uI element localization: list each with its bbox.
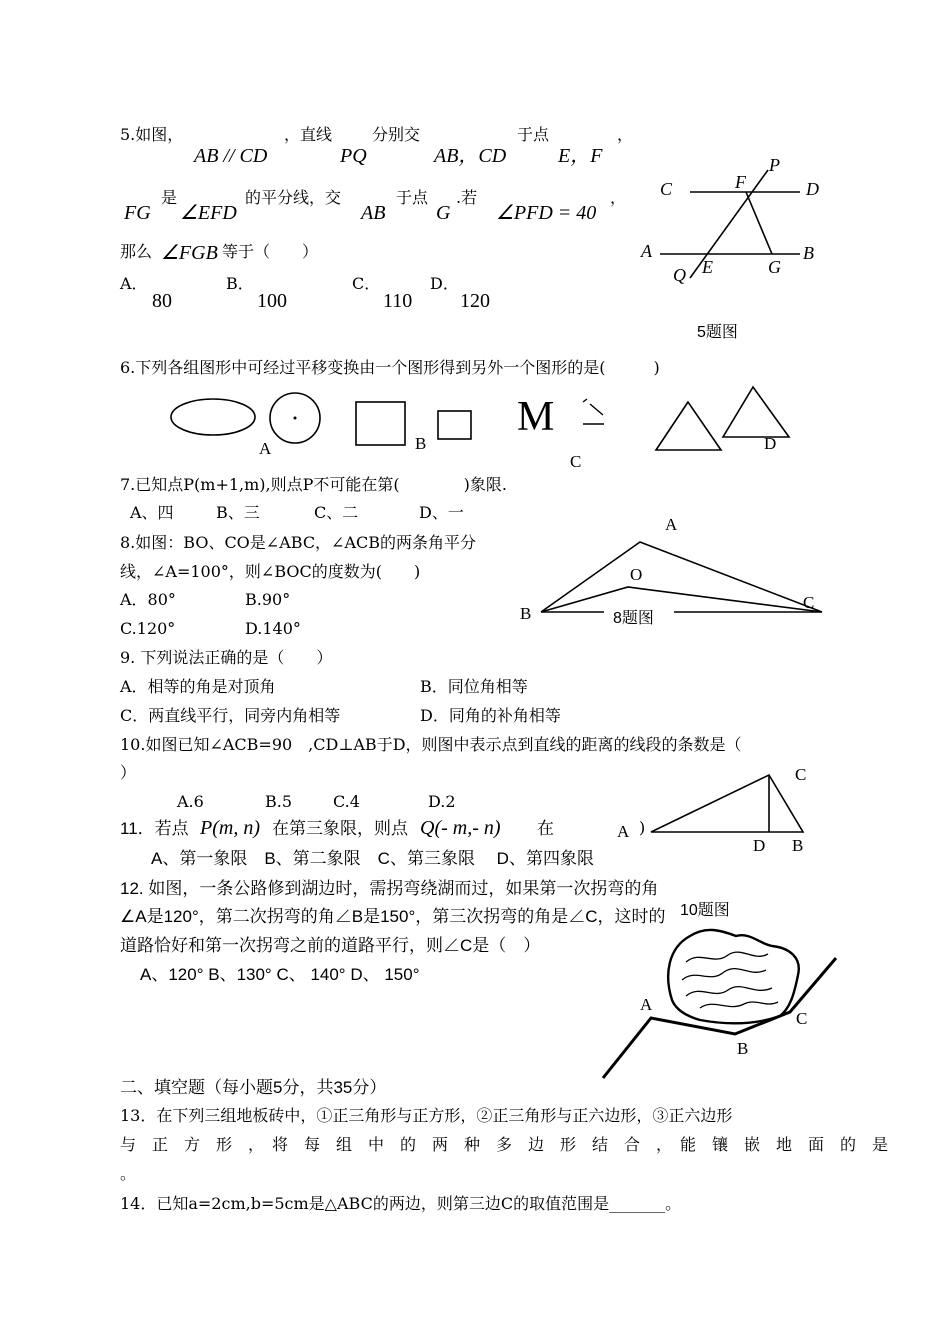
q5-math-fg: FG	[124, 202, 151, 224]
q5-row2-text-1: 是	[161, 188, 178, 207]
q7-text: 7.已知点P(m+1,m),则点P不可能在第( )象限.	[120, 475, 507, 494]
q11-paren: )	[639, 818, 646, 837]
q7-option-b: B、三	[216, 503, 260, 522]
q5-row3-text-2: 等于（ ）	[222, 242, 319, 261]
q12-lake-wave-3	[686, 987, 772, 996]
q5-fig-label-b: B	[803, 243, 814, 263]
q10-option-d: D.2	[428, 792, 456, 811]
q9-option-d: D．同角的补角相等	[420, 706, 561, 725]
q11-math-q: Q(- m,- n)	[420, 817, 501, 839]
q11-options: A、第一象限 B、第二象限 C、第三象限 D、第四象限	[151, 849, 594, 868]
q5-math-ab-2: AB	[361, 202, 386, 224]
q13-line-2: 与 正 方 形 ， 将 每 组 中 的 两 种 多 边 形 结 合 ， 能 镶 嵌 地 面 的 是	[120, 1135, 889, 1154]
q10-line-2: ）	[120, 763, 137, 782]
q8-option-d: D.140°	[245, 619, 301, 638]
q6-label-a: A	[259, 439, 272, 458]
section-2-heading: 二、填空题（每小题5分，共35分）	[120, 1078, 387, 1097]
q5-row2-text-4: .若	[456, 188, 478, 207]
q8-fig-caption: 8题图	[613, 610, 654, 627]
q5-option-a-value: 80	[152, 290, 172, 312]
q5-math-ab-parallel-cd: AB // CD	[194, 145, 268, 167]
q9-option-a: A．相等的角是对顶角	[120, 677, 276, 696]
q8-option-b: B.90°	[245, 590, 291, 609]
q5-row3-text-1: 那么	[120, 242, 153, 261]
q5-math-g: G	[436, 202, 451, 224]
q5-math-e-f: E，F	[558, 145, 603, 167]
q5-option-a: A．	[120, 274, 148, 293]
q5-fig-label-f: F	[735, 172, 746, 192]
q6-text: 6.下列各组图形中可经过平移变换由一个图形得到另外一个图形的是( )	[120, 358, 660, 377]
q5-text-5: ，	[617, 125, 634, 144]
q5-option-b: B．	[226, 274, 254, 293]
q5-row2-text-3: 于点	[396, 188, 429, 207]
q6-label-b: B	[415, 434, 427, 453]
q6-label-d: D	[764, 434, 777, 453]
q6-letter-m: M	[517, 394, 555, 440]
q10-option-b: B.5	[265, 792, 293, 811]
q11-text-1: 11．若点	[120, 819, 189, 838]
q5-fig-label-q: Q	[673, 265, 686, 285]
q11-text-2: 在第三象限，则点	[272, 819, 408, 838]
q8-option-c: C.120°	[120, 619, 176, 638]
q8-fig-label-a: A	[665, 515, 678, 534]
q5-math-efd: ∠EFD	[180, 202, 237, 224]
q8-option-a: A．80°	[120, 590, 176, 609]
q5-text-4: 于点	[517, 125, 550, 144]
q12-fig-label-a: A	[640, 995, 653, 1014]
q12-lake-wave-2	[682, 969, 766, 980]
q12-line-1: 12. 如图，一条公路修到湖边时，需拐弯绕湖而过，如果第一次拐弯的角	[120, 879, 659, 898]
q12-line-3: 道路恰好和第一次拐弯之前的道路平行，则∠C是（ ）	[120, 936, 541, 955]
q5-option-d-value: 120	[460, 290, 490, 312]
q5-option-d: D．	[430, 274, 459, 293]
q5-row2-text-2: 的平分线，交	[245, 188, 342, 207]
q8-line-1: 8.如图：BO、CO是∠ABC，∠ACB的两条角平分	[120, 533, 477, 552]
q5-option-b-value: 100	[257, 290, 287, 312]
q5-text-3: 分别交	[372, 125, 421, 144]
q10-fig-label-d: D	[753, 836, 766, 855]
q13-line-3: 。	[120, 1164, 137, 1183]
q5-fig-label-e: E	[702, 257, 713, 277]
q9-option-b: B．同位角相等	[420, 677, 528, 696]
q11-math-p: P(m, n)	[200, 817, 260, 839]
q5-row2-text-5: ，	[610, 188, 627, 207]
q12-lake-wave-1	[686, 952, 768, 962]
q7-option-d: D、一	[419, 503, 464, 522]
q7-option-a: A、四	[130, 503, 174, 522]
q10-line-1: 10.如图已知∠ACB=90 ,CD⊥AB于D，则图中表示点到直线的距离的线段的条数是（	[120, 735, 742, 754]
q5-math-fgb: ∠FGB	[161, 242, 218, 264]
q9-option-c: C．两直线平行，同旁内角相等	[120, 706, 341, 725]
q12-options: A、120° B、130° C、 140° D、 150°	[140, 965, 420, 984]
q12-fig-label-b: B	[737, 1039, 749, 1058]
q8-fig-label-b: B	[520, 604, 532, 623]
q8-fig-label-c: C	[803, 593, 815, 612]
q13-line-1: 13．在下列三组地板砖中，①正三角形与正方形，②正三角形与正六边形，③正六边形	[120, 1106, 733, 1125]
q5-math-pfd-40: ∠PFD = 40	[496, 202, 597, 224]
q5-fig-label-p: P	[769, 155, 780, 175]
q10-option-a: A.6	[177, 792, 204, 811]
q11-text-3: 在	[537, 819, 554, 838]
q12-line-2: ∠A是120°，第二次拐弯的角∠B是150°，第三次拐弯的角是∠C，这时的	[120, 907, 666, 926]
q5-fig-caption: 5题图	[697, 324, 738, 341]
q10-fig-label-b: B	[792, 836, 804, 855]
q5-option-c-value: 110	[383, 290, 413, 312]
q8-line-2: 线，∠A=100°，则∠BOC的度数为( )	[120, 562, 421, 581]
q5-fig-label-a: A	[641, 241, 652, 261]
q5-fig-label-d: D	[806, 179, 819, 199]
q8-fig-label-o: O	[630, 565, 643, 584]
q5-fig-label-g: G	[768, 257, 781, 277]
q5-math-pq: PQ	[340, 145, 367, 167]
q6-label-c: C	[570, 452, 582, 471]
q14-text: 14．已知a=2cm,b=5cm是△ABC的两边，则第三边C的取值范围是_______。	[120, 1194, 682, 1213]
q5-option-c: C．	[352, 274, 381, 293]
q12-lake-wave-4	[700, 1002, 778, 1008]
q10-fig-label-c: C	[795, 765, 807, 784]
q12-fig-label-c: C	[796, 1009, 808, 1028]
q5-text-2: ，直线	[284, 125, 333, 144]
q10-option-c: C.4	[333, 792, 360, 811]
q10-fig-caption: 10题图	[680, 902, 730, 919]
q5-text-1: 5.如图，	[120, 125, 184, 144]
q9-text: 9. 下列说法正确的是（ ）	[120, 648, 333, 667]
q10-fig-label-a: A	[617, 822, 630, 841]
q5-math-ab-cd: AB，CD	[434, 145, 507, 167]
q7-option-c: C、二	[314, 503, 359, 522]
q5-fig-label-c: C	[660, 179, 673, 199]
